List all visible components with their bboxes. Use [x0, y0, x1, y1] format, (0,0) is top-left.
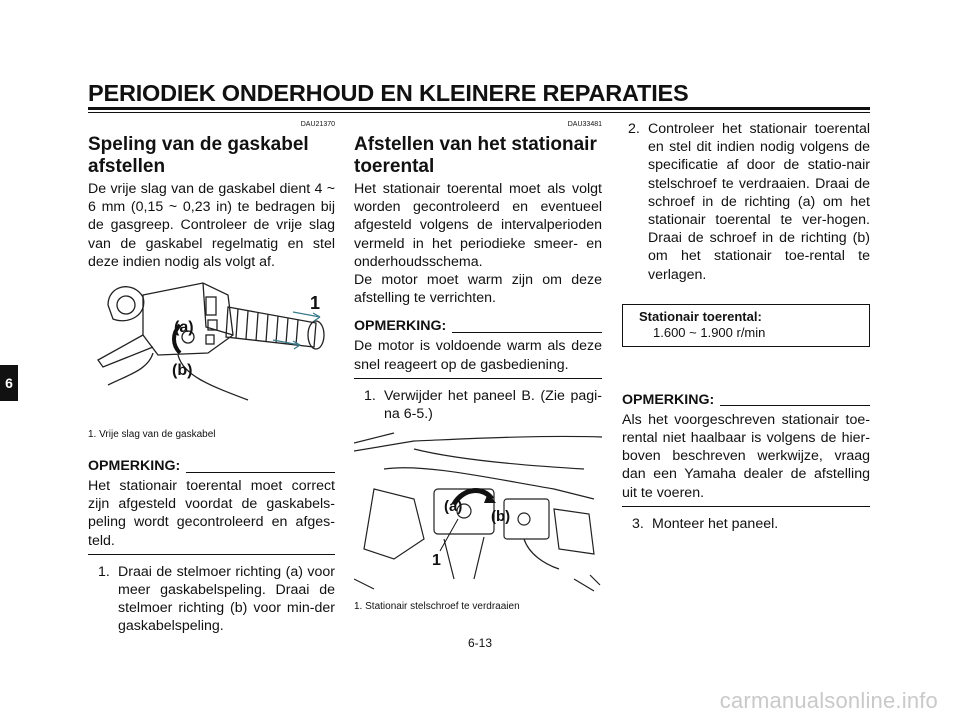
page-header-title: PERIODIEK ONDERHOUD EN KLEINERE REPARATIES [88, 80, 689, 106]
note-title-text: OPMERKING: [354, 318, 447, 335]
chapter-tab: 6 [0, 365, 18, 401]
spec-value: 1.600 ~ 1.900 r/min [653, 324, 766, 340]
step-number: 1. [364, 387, 376, 404]
label-1: 1 [310, 293, 321, 314]
note-title-rule [452, 320, 602, 333]
section-heading: Speling van de gaskabel afstellen [88, 134, 309, 177]
watermark: carmanualsonline.info [719, 688, 938, 713]
step-item [364, 387, 602, 423]
step-item [632, 515, 870, 533]
label-1: 1 [432, 552, 441, 570]
page-number: 6-13 [467, 636, 493, 650]
step-item [628, 120, 870, 284]
note-title-rule [720, 393, 870, 406]
step-text: Draai de stelmoer richting (a) voor meer gaskabelspeling. Draai de stelmoer richting (b) voor min-der gaskabelspeling. [118, 563, 335, 635]
note-heading [622, 391, 870, 409]
step-text: Monteer het paneel. [652, 515, 779, 532]
note-heading [88, 457, 335, 475]
intro-paragraph-2: De motor moet warm zijn om deze afstelling te verrichten. [354, 272, 602, 307]
step-number: 3. [632, 515, 644, 532]
idle-screw-illustration [354, 429, 602, 597]
idle-screw-figure [354, 429, 602, 597]
section-code: DAU33481 [567, 121, 602, 128]
label-a: (a) [444, 498, 463, 516]
note-text: De motor is voldoende warm als deze snel reageert op de gasbediening. [354, 338, 602, 373]
intro-paragraph: Het stationair toerental moet als volgt worden gecontroleerd en eventueel afgesteld volgens de intervalperioden vermeld in het periodieke smeer- en onderhoudsschema. [354, 181, 602, 270]
header-rule [88, 107, 870, 110]
note-title-text: OPMERKING: [88, 458, 181, 475]
spec-box [622, 304, 870, 347]
note-title-rule [186, 460, 335, 473]
label-a: (a) [174, 319, 194, 337]
step-number: 2. [628, 121, 640, 137]
note-text: Als het voorgeschreven stationair toe-rental niet haalbaar is volgens de hier-boven beschreven werkwijze, vraag dan een Yamaha dealer de afstelling uit te voeren. [622, 411, 870, 501]
figure-caption: 1. Stationair stelschroef te verdraaien [354, 601, 520, 613]
note-end-rule [88, 554, 335, 555]
spec-label: Stationair toerental: [639, 308, 762, 324]
throttle-grip-illustration [88, 275, 335, 425]
step-text: Controleer het stationair toerental en stel dit indien nodig volgens de specificatie af door de statio-nair stelschroef te verdraaien. Draai de schroef in de richting (a) om het stationair toerental te ver-hogen. Draai de schroef in de richting (b) om het stationair toe-rental te verlagen. [648, 121, 870, 283]
section-code: DAU21370 [300, 121, 335, 128]
note-end-rule [354, 378, 602, 379]
step-item [98, 563, 335, 636]
step-text: Verwijder het paneel B. (Zie pagi-na 6-5.) [384, 387, 602, 423]
right-column [622, 120, 870, 533]
label-b: (b) [491, 508, 511, 526]
header-rule-thin [88, 112, 870, 113]
intro-paragraph: De vrije slag van de gaskabel dient 4 ~ 6 mm (0,15 ~ 0,23 in) te bedragen bij de gasgreep. Controleer de vrije slag van de gaskabel regelmatig en stel deze indien nodig als volgt af. [88, 181, 335, 270]
left-column [88, 120, 335, 636]
throttle-figure [88, 275, 335, 425]
step-number: 1. [98, 563, 110, 580]
note-title-text: OPMERKING: [622, 391, 715, 408]
note-text: Het stationair toerental moet correct zijn afgesteld voordat de gaskabels-peling wordt gecontroleerd en afges-teld. [88, 478, 335, 549]
note-heading [354, 317, 602, 335]
label-b: (b) [172, 362, 193, 380]
middle-column [354, 120, 602, 613]
section-heading: Afstellen van het stationair toerental [354, 134, 597, 177]
note-end-rule [622, 506, 870, 507]
figure-caption: 1. Vrije slag van de gaskabel [88, 429, 216, 441]
